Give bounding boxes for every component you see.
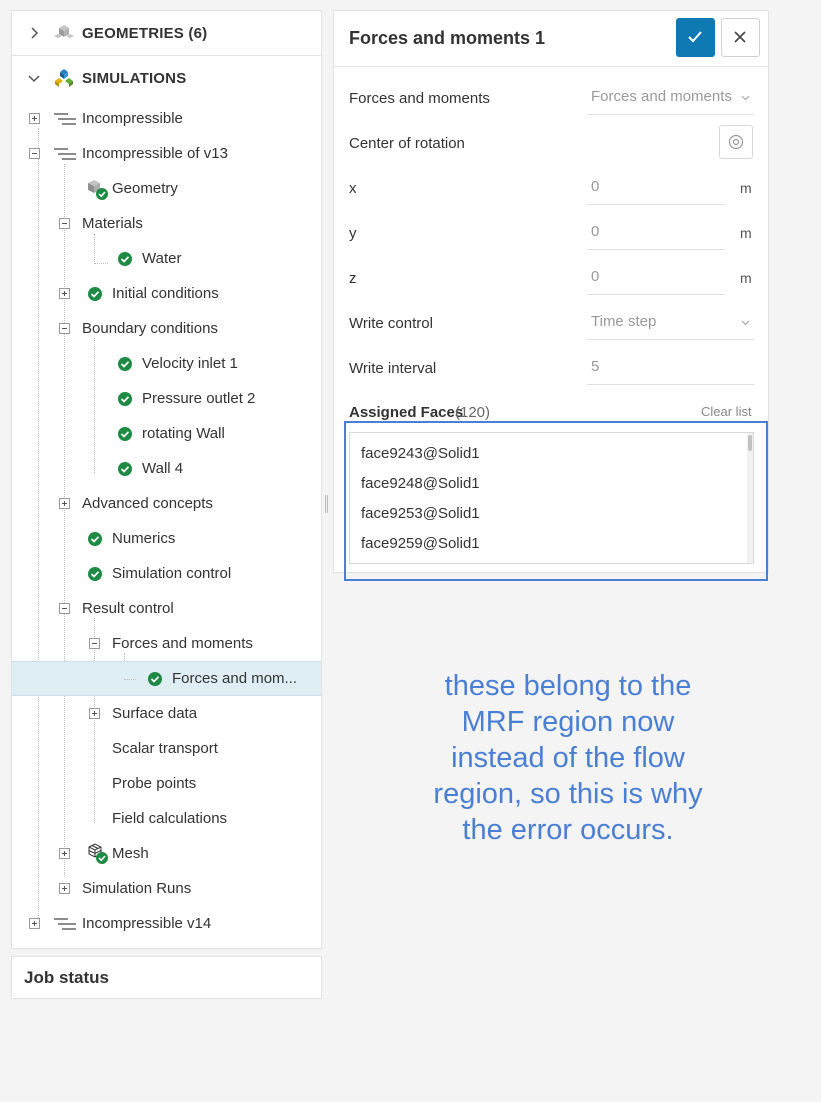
clear-list-link[interactable]: Clear list [701,404,752,419]
simulation-tree-panel [11,10,322,949]
tree-item-label: Simulation control [112,565,232,582]
y-input[interactable] [587,216,725,250]
assigned-faces-label: Assigned Faces [349,404,464,421]
tree-item-forces-and-moments-1[interactable] [12,661,321,696]
type-field-row [334,76,768,121]
list-item[interactable]: face9259@Solid1 [361,535,480,552]
tree-item-wall-4[interactable] [12,451,321,486]
tree-item-pressure-outlet-2[interactable] [12,381,321,416]
write-interval-input[interactable] [587,351,754,385]
collapse-icon[interactable] [59,218,70,229]
y-field-row [334,211,768,256]
tree-guide-line [124,679,136,680]
list-item[interactable]: face9243@Solid1 [361,445,480,462]
expand-icon[interactable] [59,883,70,894]
tree-item-label: Advanced concepts [82,495,213,512]
check-icon [118,462,132,476]
tree-item-incompressible[interactable] [12,101,321,136]
center-of-rotation-row [334,121,768,166]
geometry-check-icon [86,179,110,201]
chevron-down-icon [741,95,750,101]
annotation-text: these belong to the MRF region now instead of the flow region, so this is why the error occurs. [433,670,703,846]
simulations-section-header[interactable] [12,56,321,100]
tree-item-label: Pressure outlet 2 [142,390,256,407]
tree-item-label: Scalar transport [112,740,218,757]
write-control-select[interactable] [587,306,754,340]
tree-item-incompressible-of-v13[interactable] [12,136,321,171]
z-input[interactable] [587,261,725,295]
collapse-icon[interactable] [29,148,40,159]
simulation-lines-icon [54,112,76,126]
expand-icon[interactable] [59,848,70,859]
form-title: Forces and moments 1 [349,28,546,48]
geometries-section-header[interactable] [12,11,321,55]
check-icon [88,567,102,581]
x-unit: m [740,180,752,196]
check-icon [148,672,162,686]
expand-icon[interactable] [89,708,100,719]
chevron-down-icon[interactable] [26,70,42,86]
job-status-title: Job status [24,968,110,987]
tree-item-mesh[interactable] [12,836,321,871]
tree-item-label: Wall 4 [142,460,184,477]
write-control-value: Time step [591,313,657,330]
y-label: y [349,225,357,242]
tree-item-velocity-inlet-1[interactable] [12,346,321,381]
checkmark-icon [687,30,703,44]
panel-resize-handle[interactable] [325,495,328,513]
pick-center-button[interactable] [719,125,753,159]
expand-icon[interactable] [59,498,70,509]
list-item[interactable]: face9253@Solid1 [361,505,480,522]
annotation-highlight-box [344,421,768,581]
simulations-title: SIMULATIONS [82,69,187,87]
tree-item-forces-and-moments[interactable] [12,626,321,661]
target-icon [728,134,744,150]
check-icon [88,287,102,301]
simulation-lines-icon [54,147,76,161]
tree-item-water[interactable] [12,241,321,276]
x-field-row [334,166,768,211]
expand-icon[interactable] [59,288,70,299]
tree-item-simulation-control[interactable] [12,556,321,591]
tree-item-label: rotating Wall [142,425,225,442]
tree-item-surface-data[interactable] [12,696,321,731]
z-field-row [334,256,768,301]
check-icon [88,532,102,546]
type-select-value: Forces and moments [591,88,732,105]
tree-item-boundary-conditions[interactable] [12,311,321,346]
tree-item-incompressible-v14[interactable] [12,906,321,941]
tree-item-label: Result control [82,600,174,617]
tree-item-label: Water [142,250,182,267]
center-of-rotation-label: Center of rotation [349,135,465,152]
tree-item-label: Incompressible of v13 [82,145,228,162]
write-interval-row [334,346,768,391]
tree-item-advanced-concepts[interactable] [12,486,321,521]
collapse-icon[interactable] [59,323,70,334]
tree-item-label: Incompressible [82,110,183,127]
tree-item-label: Velocity inlet 1 [142,355,238,372]
mesh-check-icon [86,843,110,865]
tree-item-rotating-wall[interactable] [12,416,321,451]
expand-icon[interactable] [29,918,40,929]
tree-item-result-control[interactable] [12,591,321,626]
tree-item-label: Boundary conditions [82,320,218,337]
x-label: x [349,180,357,197]
geometries-icon [54,23,74,43]
z-unit: m [740,270,752,286]
check-icon [118,357,132,371]
chevron-right-icon[interactable] [26,25,42,41]
tree-guide-line [94,263,108,264]
z-label: z [349,270,357,287]
check-icon [118,392,132,406]
tree-item-geometry[interactable] [12,171,321,206]
check-icon [118,252,132,266]
write-control-label: Write control [349,315,433,332]
tree-item-label: Field calculations [112,810,228,827]
simulation-lines-icon [54,917,76,931]
tree-item-initial-conditions[interactable] [12,276,321,311]
tree-item-field-calculations[interactable] [12,801,321,836]
assigned-faces-count: (120) [455,404,491,421]
tree-item-label: Geometry [112,180,178,197]
write-interval-label: Write interval [349,360,437,377]
form-header [334,11,768,67]
check-icon [118,427,132,441]
y-input-value: 0 [591,223,600,240]
tree-item-simulation-runs[interactable] [12,871,321,906]
chevron-down-icon [741,320,750,326]
collapse-icon[interactable] [89,638,100,649]
collapse-icon[interactable] [59,603,70,614]
x-input-value: 0 [591,178,600,195]
z-input-value: 0 [591,268,600,285]
geometries-title: GEOMETRIES (6) [82,24,208,42]
close-button[interactable] [721,18,760,57]
tree-item-scalar-transport[interactable] [12,731,321,766]
tree-item-label: Mesh [112,845,149,862]
type-label: Forces and moments [349,90,490,107]
simulations-icon [54,68,74,88]
tree-item-label: Probe points [112,775,197,792]
list-item[interactable]: face9248@Solid1 [361,475,480,492]
tree-item-label: Forces and mom... [172,670,298,687]
type-select[interactable] [587,81,754,115]
job-status-panel[interactable] [11,956,322,999]
tree-item-label: Incompressible v14 [82,915,212,932]
write-control-row [334,301,768,346]
tree-item-label: Surface data [112,705,198,722]
tree-item-label: Numerics [112,530,176,547]
x-input[interactable] [587,171,725,205]
tree-item-numerics[interactable] [12,521,321,556]
save-button[interactable] [676,18,715,57]
tree-item-label: Materials [82,215,143,232]
write-interval-value: 5 [591,358,600,375]
tree-item-materials[interactable] [12,206,321,241]
tree-item-probe-points[interactable] [12,766,321,801]
tree-item-label: Simulation Runs [82,880,192,897]
y-unit: m [740,225,752,241]
tree-item-label: Forces and moments [112,635,253,652]
tree-item-label: Initial conditions [112,285,219,302]
expand-icon[interactable] [29,113,40,124]
close-icon [734,31,746,43]
